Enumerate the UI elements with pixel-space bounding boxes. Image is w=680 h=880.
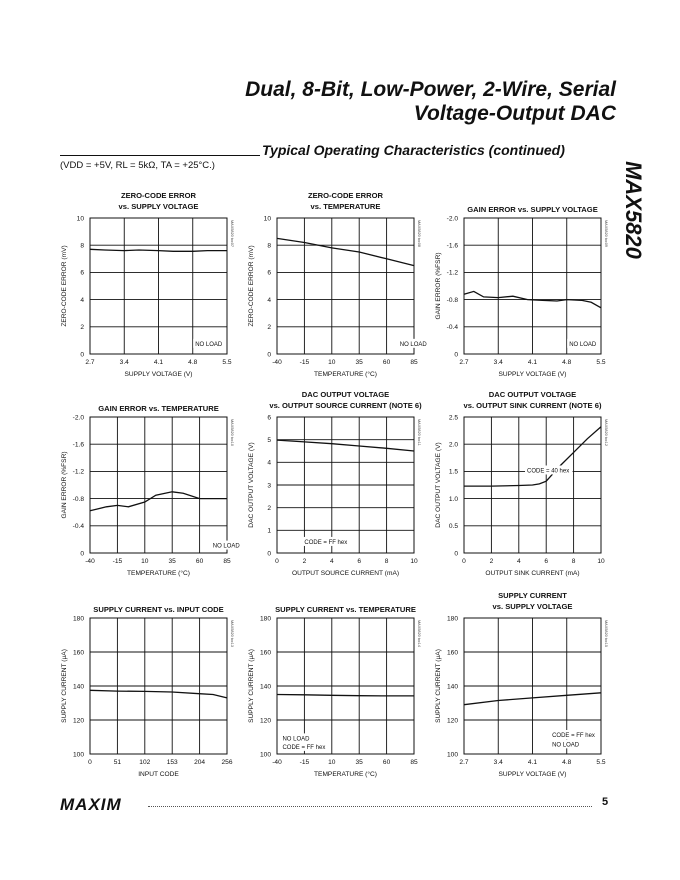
- chart-title-line: vs. TEMPERATURE: [310, 202, 381, 211]
- series-line: [277, 238, 414, 265]
- x-tick-label: -15: [299, 359, 310, 366]
- y-axis-label: DAC OUTPUT VOLTAGE (V): [435, 442, 442, 528]
- x-tick-label: 2.7: [459, 359, 469, 366]
- y-axis-label: SUPPLY CURRENT (μA): [61, 649, 68, 723]
- chart-7: [58, 588, 241, 790]
- x-tick-label: 0: [275, 558, 279, 565]
- chart-title-line: vs. SUPPLY VOLTAGE: [118, 202, 199, 211]
- chart-title-line: vs. OUTPUT SOURCE CURRENT (NOTE 6): [269, 401, 422, 410]
- x-tick-label: 10: [141, 558, 149, 565]
- x-tick-label: 10: [410, 558, 418, 565]
- y-tick-label: 0: [267, 351, 271, 359]
- x-tick-label: 10: [328, 759, 336, 766]
- y-axis-label: SUPPLY CURRENT (μA): [435, 649, 442, 723]
- y-tick-label: 180: [446, 615, 458, 623]
- x-tick-label: 4.1: [527, 359, 538, 366]
- x-tick-label: -40: [85, 558, 95, 565]
- x-tick-label: 4.1: [153, 359, 164, 366]
- y-tick-label: -0.4: [446, 324, 458, 332]
- chart-5: [245, 387, 428, 589]
- series-line: [90, 690, 227, 698]
- figure-code-label: MAX5820 toc07: [230, 220, 234, 248]
- figure-code-label: MAX5820 toc09: [604, 220, 608, 248]
- series-line: [464, 427, 601, 486]
- chart-annotation: NO LOAD: [212, 543, 240, 550]
- y-axis-label: GAIN ERROR (%FSR): [61, 451, 68, 519]
- y-tick-label: 4: [267, 296, 271, 304]
- x-tick-label: 4: [516, 558, 521, 565]
- figure-code-label: MAX5820 toc15: [604, 620, 608, 648]
- x-tick-label: 60: [382, 759, 391, 766]
- chart-title-line: GAIN ERROR vs. TEMPERATURE: [98, 404, 219, 413]
- chart-annotation: NO LOAD: [282, 736, 310, 743]
- page-header-title-line2: Voltage-Output DAC: [413, 102, 616, 125]
- chart-annotation: CODE = FF hex: [304, 539, 348, 546]
- y-tick-label: 8: [267, 242, 271, 250]
- x-tick-label: 5.5: [222, 359, 232, 366]
- y-tick-label: -1.6: [72, 441, 84, 449]
- y-tick-label: 180: [259, 615, 271, 623]
- x-axis-label: INPUT CODE: [138, 771, 179, 778]
- chart-8: [245, 588, 428, 790]
- plot-frame: [90, 417, 227, 553]
- x-tick-label: 10: [328, 359, 336, 366]
- x-tick-label: 0: [462, 558, 466, 565]
- chart-annotation: NO LOAD: [399, 341, 427, 348]
- y-tick-label: 6: [267, 269, 271, 277]
- y-tick-label: 2.5: [448, 414, 458, 422]
- y-tick-label: 1: [267, 527, 271, 535]
- y-tick-label: 120: [72, 717, 84, 725]
- x-tick-label: 256: [221, 759, 233, 766]
- figure-code-label: MAX5820 toc10: [230, 419, 234, 447]
- y-tick-label: -0.8: [72, 495, 84, 503]
- figure-code-label: MAX5820 toc12: [604, 419, 608, 447]
- side-part-number-text: MAX5820: [621, 161, 646, 259]
- y-tick-label: 3: [267, 482, 271, 490]
- series-line: [277, 440, 414, 451]
- y-tick-label: 1.5: [448, 468, 458, 476]
- y-tick-label: -1.2: [446, 269, 458, 277]
- chart-2: [245, 188, 428, 390]
- y-axis-label: GAIN ERROR (%FSR): [435, 252, 442, 320]
- y-tick-label: 1.0: [448, 495, 458, 503]
- x-tick-label: 60: [195, 558, 204, 565]
- x-tick-label: 2: [302, 558, 307, 565]
- chart-annotation: NO LOAD: [195, 341, 223, 348]
- x-tick-label: 3.4: [119, 359, 129, 366]
- y-tick-label: 2: [80, 324, 84, 332]
- chart-annotation: NO LOAD: [569, 341, 597, 348]
- test-conditions: (VDD = +5V, RL = 5kΩ, TA = +25°C.): [60, 160, 215, 171]
- x-tick-label: 35: [355, 359, 363, 366]
- chart-title-line: SUPPLY CURRENT: [498, 591, 567, 600]
- x-tick-label: -15: [112, 558, 123, 565]
- x-tick-label: 8: [384, 558, 389, 565]
- y-axis-label: ZERO-CODE ERROR (mV): [248, 245, 255, 327]
- y-tick-label: 0: [454, 550, 458, 558]
- chart-annotation: CODE = 40 hex: [527, 468, 570, 475]
- x-tick-label: 60: [382, 359, 391, 366]
- figure-code-label: MAX5820 toc11: [417, 419, 421, 446]
- x-axis-label: TEMPERATURE (°C): [314, 771, 377, 778]
- x-tick-label: -40: [272, 759, 282, 766]
- y-tick-label: -2.0: [446, 215, 458, 223]
- chart-1: [58, 188, 241, 390]
- x-tick-label: -40: [272, 359, 282, 366]
- x-tick-label: 204: [194, 759, 206, 766]
- x-tick-label: 153: [166, 759, 178, 766]
- page-header-title-line1: Dual, 8-Bit, Low-Power, 2-Wire, Serial: [245, 78, 616, 101]
- section-title: Typical Operating Characteristics (continued): [262, 142, 565, 158]
- y-tick-label: 0.5: [448, 523, 458, 531]
- x-axis-label: TEMPERATURE (°C): [314, 371, 377, 378]
- y-tick-label: 0: [454, 351, 458, 359]
- y-tick-label: 100: [259, 751, 271, 759]
- x-axis-label: OUTPUT SINK CURRENT (mA): [485, 570, 580, 577]
- y-tick-label: 140: [446, 683, 458, 691]
- x-tick-label: 85: [410, 359, 418, 366]
- y-tick-label: 10: [263, 215, 271, 223]
- y-tick-label: 180: [72, 615, 84, 623]
- footer-rule: [148, 806, 592, 807]
- chart-annotation: CODE = FF hex: [282, 744, 326, 751]
- x-tick-label: 2.7: [459, 759, 469, 766]
- chart-3: [432, 188, 615, 390]
- y-tick-label: 160: [72, 649, 84, 657]
- x-tick-label: 35: [355, 759, 363, 766]
- x-tick-label: 4: [329, 558, 334, 565]
- x-tick-label: 102: [139, 759, 151, 766]
- x-tick-label: 2.7: [85, 359, 95, 366]
- y-tick-label: 120: [446, 717, 458, 725]
- y-tick-label: 8: [80, 242, 84, 250]
- y-tick-label: 140: [72, 683, 84, 691]
- x-tick-label: 4.8: [188, 359, 198, 366]
- y-tick-label: 160: [259, 649, 271, 657]
- y-tick-label: 4: [80, 296, 84, 304]
- x-tick-label: 2: [489, 558, 494, 565]
- x-tick-label: 8: [571, 558, 576, 565]
- y-axis-label: DAC OUTPUT VOLTAGE (V): [248, 442, 255, 528]
- y-tick-label: -1.2: [72, 468, 84, 476]
- x-tick-label: 6: [357, 558, 362, 565]
- figure-code-label: MAX5820 toc08: [417, 220, 421, 248]
- x-axis-label: SUPPLY VOLTAGE (V): [498, 771, 567, 778]
- chart-4: [58, 387, 241, 589]
- chart-annotation: CODE = FF hex: [552, 733, 595, 739]
- y-tick-label: 120: [259, 717, 271, 725]
- x-tick-label: 5.5: [596, 359, 606, 366]
- y-tick-label: -0.8: [446, 296, 458, 304]
- x-axis-label: SUPPLY VOLTAGE (V): [498, 371, 567, 378]
- y-tick-label: 5: [267, 436, 271, 444]
- x-tick-label: -15: [299, 759, 310, 766]
- y-tick-label: -1.6: [446, 242, 458, 250]
- maxim-logo: MAXIM: [60, 795, 122, 814]
- x-axis-label: SUPPLY VOLTAGE (V): [124, 371, 193, 378]
- chart-title-line: DAC OUTPUT VOLTAGE: [301, 390, 390, 399]
- y-tick-label: 140: [259, 683, 271, 691]
- chart-6: [432, 387, 615, 589]
- x-axis-label: TEMPERATURE (°C): [127, 570, 190, 577]
- chart-annotation: NO LOAD: [552, 742, 580, 749]
- x-tick-label: 3.4: [493, 759, 503, 766]
- x-axis-label: OUTPUT SOURCE CURRENT (mA): [291, 570, 400, 577]
- x-tick-label: 3.4: [493, 359, 503, 366]
- y-tick-label: 0: [80, 550, 84, 558]
- x-tick-label: 10: [597, 558, 605, 565]
- y-tick-label: 100: [446, 751, 458, 759]
- y-tick-label: 6: [80, 269, 84, 277]
- chart-title-line: ZERO-CODE ERROR: [120, 191, 197, 200]
- y-tick-label: 10: [76, 215, 84, 223]
- section-rule: [60, 155, 260, 156]
- chart-title-line: SUPPLY CURRENT vs. TEMPERATURE: [275, 605, 416, 614]
- series-line: [277, 695, 414, 696]
- x-tick-label: 4.8: [562, 359, 572, 366]
- y-tick-label: 2: [267, 504, 271, 512]
- y-tick-label: 4: [267, 459, 271, 467]
- y-axis-label: SUPPLY CURRENT (μA): [248, 649, 255, 723]
- chart-9: [432, 588, 615, 790]
- side-part-number: [622, 150, 644, 270]
- figure-code-label: MAX5820 toc14: [417, 620, 421, 648]
- y-tick-label: 6: [267, 414, 271, 422]
- chart-title-line: SUPPLY CURRENT vs. INPUT CODE: [93, 605, 224, 614]
- x-tick-label: 85: [410, 759, 418, 766]
- x-tick-label: 51: [113, 759, 122, 766]
- x-tick-label: 6: [544, 558, 549, 565]
- chart-title-line: GAIN ERROR vs. SUPPLY VOLTAGE: [467, 205, 598, 214]
- x-tick-label: 0: [88, 759, 92, 766]
- y-tick-label: -2.0: [72, 414, 84, 422]
- chart-title-line: vs. OUTPUT SINK CURRENT (NOTE 6): [463, 401, 602, 410]
- y-tick-label: 160: [446, 649, 458, 657]
- x-tick-label: 85: [223, 558, 231, 565]
- page-number: 5: [602, 796, 609, 808]
- y-axis-label: ZERO-CODE ERROR (mV): [61, 245, 68, 327]
- y-tick-label: 2: [267, 324, 271, 332]
- y-tick-label: 100: [72, 751, 84, 759]
- x-tick-label: 35: [168, 558, 176, 565]
- chart-title-line: ZERO-CODE ERROR: [307, 191, 384, 200]
- plot-frame: [277, 218, 414, 354]
- x-tick-label: 4.1: [527, 759, 538, 766]
- x-tick-label: 5.5: [596, 759, 606, 766]
- chart-title-line: DAC OUTPUT VOLTAGE: [488, 390, 577, 399]
- y-tick-label: -0.4: [72, 523, 84, 531]
- x-tick-label: 4.8: [562, 759, 572, 766]
- figure-code-label: MAX5820 toc13: [230, 620, 234, 648]
- series-line: [90, 492, 227, 511]
- y-tick-label: 0: [267, 550, 271, 558]
- chart-title-line: vs. SUPPLY VOLTAGE: [492, 602, 573, 611]
- y-tick-label: 2.0: [448, 441, 458, 449]
- y-tick-label: 0: [80, 351, 84, 359]
